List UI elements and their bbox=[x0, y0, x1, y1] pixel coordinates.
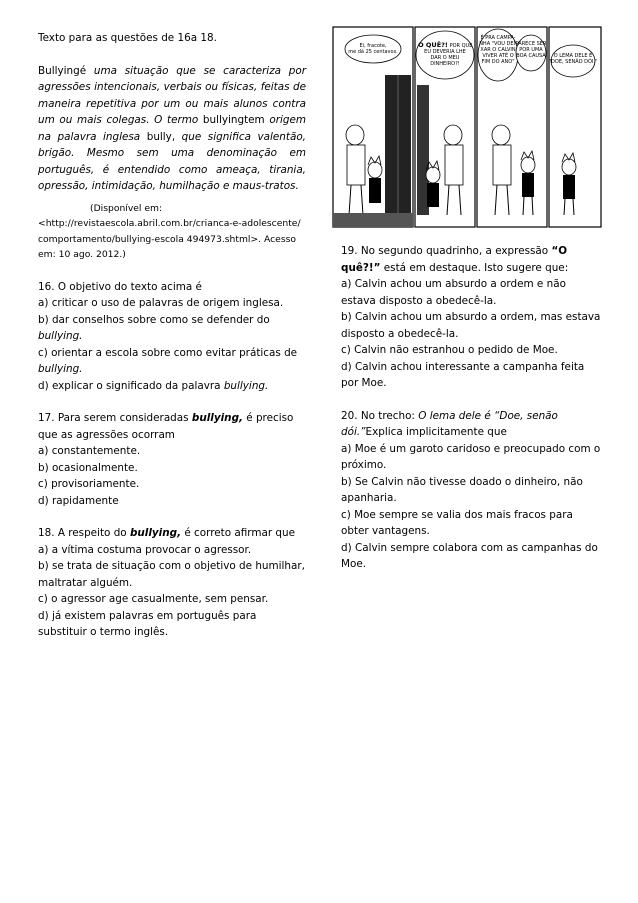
comic-panel-2 bbox=[415, 27, 475, 227]
q17-option-c: c) provisoriamente. bbox=[38, 478, 140, 490]
q16-stem: 16. O objetivo do texto acima é bbox=[38, 280, 202, 293]
q20-option-d: d) Calvin sempre colabora com as campanhas do Moe. bbox=[341, 541, 598, 570]
q19-option-d: d) Calvin achou interessante a campanha feita por Moe. bbox=[341, 360, 585, 389]
right-column bbox=[341, 243, 603, 573]
comic-panel-4 bbox=[549, 27, 601, 227]
q17-option-a: a) constantemente. bbox=[38, 445, 141, 457]
q16-option-b: b) dar conselhos sobre como se defender do bullying. bbox=[38, 313, 270, 342]
question-20 bbox=[341, 408, 603, 573]
q19-stem: 19. No segundo quadrinho, a expressão “O quê?!” está em destaque. Isto sugere que: bbox=[341, 245, 569, 274]
q17-option-b: b) ocasionalmente. bbox=[38, 461, 138, 474]
q16-option-a: a) criticar o uso de palavras de origem inglesa. bbox=[38, 297, 284, 309]
panel-2-bubble-text: POR QUE EU DEVERIA LHE DAR O MEU DINHEIRO?! bbox=[424, 43, 473, 67]
q17-option-d: d) rapidamente bbox=[38, 494, 119, 507]
q19-option-b: b) Calvin achou um absurdo a ordem, mas estava disposto a obedecê-la. bbox=[341, 311, 601, 340]
left-column bbox=[38, 30, 306, 641]
intro-heading: Texto para as questões de 16a 18. bbox=[38, 32, 217, 44]
q18-option-a: a) a vítima costuma provocar o agressor. bbox=[38, 543, 252, 556]
intro-paragraph: Bullyingé uma situação que se caracteriza por agressões intencionais, verbais ou físicas, feitas de maneira repetitiva por um ou mais alunos contra um ou mais colegas. O termo bullyingtem origem na palavra inglesa bully, que significa valentão, brigão. Mesmo sem uma denominação em português, é entendido como ameaça, tirania, opressão, intimidação, humilhação e maus-tratos. bbox=[38, 64, 306, 192]
source-citation: <http://revistaescola.abril.com.br/crianca-e-adolescente/ comportamento/bullying-escola 494973.shtml>. Acesso em: 10 ago. 2012.) bbox=[38, 218, 301, 260]
panel-3-bubble-1-text: É PRA CAMPA-NHA "VOU DEI-XAR O CALVIN VIVER ATÉ O FIM DO ANO" bbox=[479, 35, 517, 65]
comic-panel-1 bbox=[333, 27, 413, 227]
source-label: (Disponível em: bbox=[90, 202, 163, 214]
question-17 bbox=[38, 410, 306, 509]
question-16 bbox=[38, 279, 306, 395]
q20-option-a: a) Moe é um garoto caridoso e preocupado com o próximo. bbox=[341, 442, 601, 471]
q17-stem: 17. Para serem consideradas bullying, é preciso que as agressões ocorram bbox=[38, 412, 294, 441]
q16-option-c: c) orientar a escola sobre como evitar práticas de bullying. bbox=[38, 346, 298, 375]
comic-panel-3 bbox=[477, 27, 547, 227]
q18-option-b: b) se trata de situação com o objetivo de humilhar, maltratar alguém. bbox=[38, 560, 305, 589]
q18-option-c: c) o agressor age casualmente, sem pensar. bbox=[38, 593, 269, 605]
q20-option-b: b) Se Calvin não tivesse doado o dinheiro, não apanharia. bbox=[341, 475, 583, 504]
panel-1-bubble-text: Ei, fracote, me dá 25 centavos. bbox=[348, 43, 398, 55]
panel-2-exclamation: O QUÊ?! bbox=[418, 41, 448, 49]
comic-strip bbox=[323, 25, 603, 235]
q20-stem: 20. No trecho: O lema dele é “Doe, senão dói.”Explica implicitamente que bbox=[341, 409, 558, 438]
q19-option-c: c) Calvin não estranhou o pedido de Moe. bbox=[341, 344, 558, 356]
q16-option-d: d) explicar o significado da palavra bullying. bbox=[38, 379, 269, 392]
q18-stem: 18. A respeito do bullying, é correto afirmar que bbox=[38, 527, 295, 539]
q19-option-a: a) Calvin achou um absurdo a ordem e não estava disposto a obedecê-la. bbox=[341, 278, 566, 307]
q20-option-c: c) Moe sempre se valia dos mais fracos para obter vantagens. bbox=[341, 508, 573, 537]
question-19 bbox=[341, 243, 603, 392]
panel-3-bubble-2-text: PARECE SER POR UMA BOA CAUSA bbox=[515, 41, 547, 59]
question-18 bbox=[38, 525, 306, 641]
panel-4-bubble-text: O LEMA DELE É "DOE, SENÃO DÓI." bbox=[548, 53, 598, 65]
q18-option-d: d) já existem palavras em português para substituir o termo inglês. bbox=[38, 609, 257, 638]
